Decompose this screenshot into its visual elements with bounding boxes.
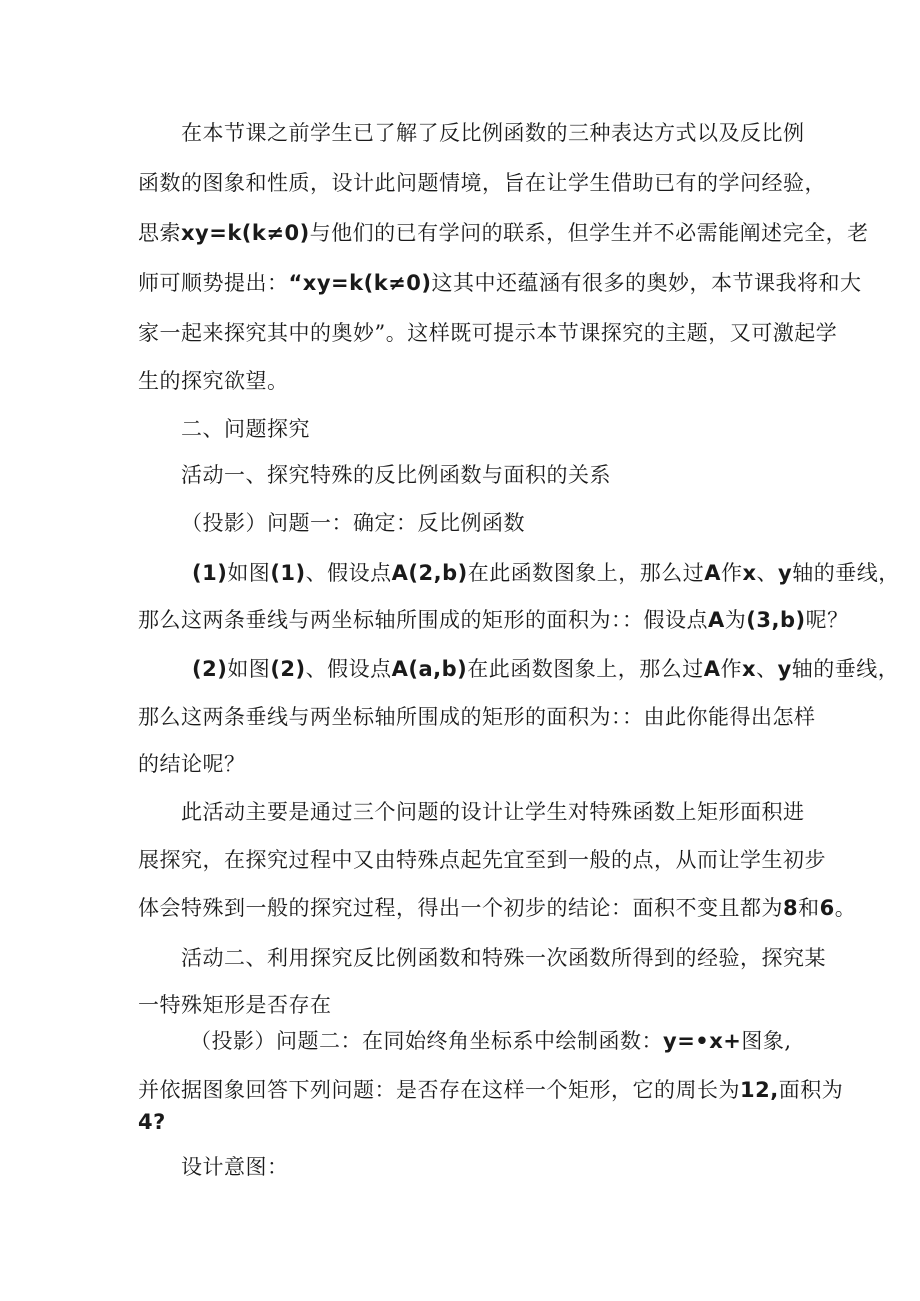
paragraph-line <box>138 366 289 396</box>
paragraph-line <box>138 168 826 198</box>
question-number: (2) <box>192 657 228 681</box>
axis-label: x <box>742 657 757 681</box>
paragraph-line <box>138 893 856 923</box>
problem-line <box>190 1026 792 1056</box>
question-number: (1) <box>192 561 228 585</box>
text: 函数的图象和性质，设计此问题情境，旨在让学生借助已有的学问经验， <box>138 171 826 195</box>
text: 呢？ <box>805 608 849 632</box>
text: 作 <box>720 657 743 681</box>
activity-title <box>181 460 611 490</box>
paragraph-line <box>181 797 805 827</box>
text: 二、问题探究 <box>181 417 310 441</box>
text: 的结论呢？ <box>138 752 246 776</box>
point: A(2,b) <box>391 561 468 585</box>
text: 那么这两条垂线与两坐标轴所围成的矩形的面积为：：假设点 <box>138 608 708 632</box>
text: 、假设点 <box>305 561 392 585</box>
text: 与他们的已有学问的联系，但学生并不必需能阐述完全，老 <box>309 221 869 245</box>
text: 展探究，在探究过程中又由特殊点起先宜至到一般的点，从而让学生初步 <box>138 848 826 872</box>
text: 图象, <box>741 1029 792 1053</box>
number: 8 <box>783 896 799 920</box>
problem-line <box>138 1075 843 1105</box>
text: 为 <box>724 608 747 632</box>
point-label: A <box>704 561 721 585</box>
text: 和 <box>798 896 820 920</box>
text: 师可顺势提出： <box>138 271 289 295</box>
text: 一特殊矩形是否存在 <box>138 993 332 1017</box>
text: 轴的垂线， <box>792 561 900 585</box>
text: 、 <box>756 561 779 585</box>
point: A(a,b) <box>391 657 468 681</box>
point-label: A <box>708 608 725 632</box>
question-line <box>138 749 246 779</box>
text: 、 <box>756 657 778 681</box>
paragraph-line <box>138 268 861 298</box>
design-intent-heading <box>181 1152 289 1182</box>
text: 如图 <box>227 561 271 585</box>
paragraph-line <box>138 845 826 875</box>
text: 并依据图象回答下列问题：是否存在这样一个矩形，它的周长为 <box>138 1078 740 1102</box>
text: 在此函数图象上，那么过 <box>467 657 704 681</box>
text: 在此函数图象上，那么过 <box>467 561 705 585</box>
text: 那么这两条垂线与两坐标轴所围成的矩形的面积为：：由此你能得出怎样 <box>138 705 816 729</box>
text: 这其中还蕴涵有很多的奥妙，本节课我将和大 <box>431 271 862 295</box>
text: 活动二、利用探究反比例函数和特殊一次函数所得到的经验，探究某 <box>181 946 826 970</box>
text: 活动一、探究特殊的反比例函数与面积的关系 <box>181 463 611 487</box>
number: 6 <box>819 896 835 920</box>
paragraph-line <box>138 218 869 248</box>
text: 作 <box>720 561 743 585</box>
text: 思索 <box>138 221 181 245</box>
text: （投影）问题一：确定：反比例函数 <box>181 511 525 535</box>
formula: “xy=k(k≠0) <box>288 271 432 295</box>
number: 12, <box>740 1078 779 1102</box>
axis-label: x <box>742 561 757 585</box>
formula: xy=k(k≠0) <box>181 221 310 245</box>
question-line <box>192 558 900 588</box>
axis-label: y <box>777 657 792 681</box>
paragraph-line <box>181 943 826 973</box>
number: 4? <box>138 1110 166 1134</box>
text: 轴的垂线， <box>791 657 900 681</box>
text: 此活动主要是通过三个问题的设计让学生对特殊函数上矩形面积进 <box>181 800 805 824</box>
section-heading <box>181 414 310 444</box>
figure-ref: (1) <box>270 561 306 585</box>
point: (3,b) <box>746 608 806 632</box>
axis-label: y <box>778 561 793 585</box>
text: 。 <box>834 896 857 920</box>
text: 家一起来探究其中的奥妙”。这样既可提示本节课探究的主题，又可激起学 <box>138 321 838 345</box>
paragraph-line <box>138 990 332 1020</box>
text: 面积为 <box>778 1078 844 1102</box>
formula: y=•x+ <box>663 1029 742 1053</box>
text: 设计意图： <box>181 1155 289 1179</box>
question-line <box>138 702 816 732</box>
problem-line <box>138 1107 166 1137</box>
text: （投影）问题二：在同始终角坐标系中绘制函数： <box>190 1029 663 1053</box>
text: 在本节课之前学生已了解了反比例函数的三种表达方式以及反比例 <box>181 121 805 145</box>
text: 如图 <box>227 657 271 681</box>
problem-intro <box>181 508 525 538</box>
paragraph-line <box>138 318 837 348</box>
text: 、假设点 <box>305 657 392 681</box>
figure-ref: (2) <box>270 657 306 681</box>
text: 体会特殊到一般的探究过程，得出一个初步的结论：面积不变且都为 <box>138 896 783 920</box>
question-line <box>192 654 899 684</box>
point-label: A <box>703 657 721 681</box>
text: 生的探究欲望。 <box>138 369 289 393</box>
paragraph-line <box>181 118 805 148</box>
question-line <box>138 605 849 635</box>
